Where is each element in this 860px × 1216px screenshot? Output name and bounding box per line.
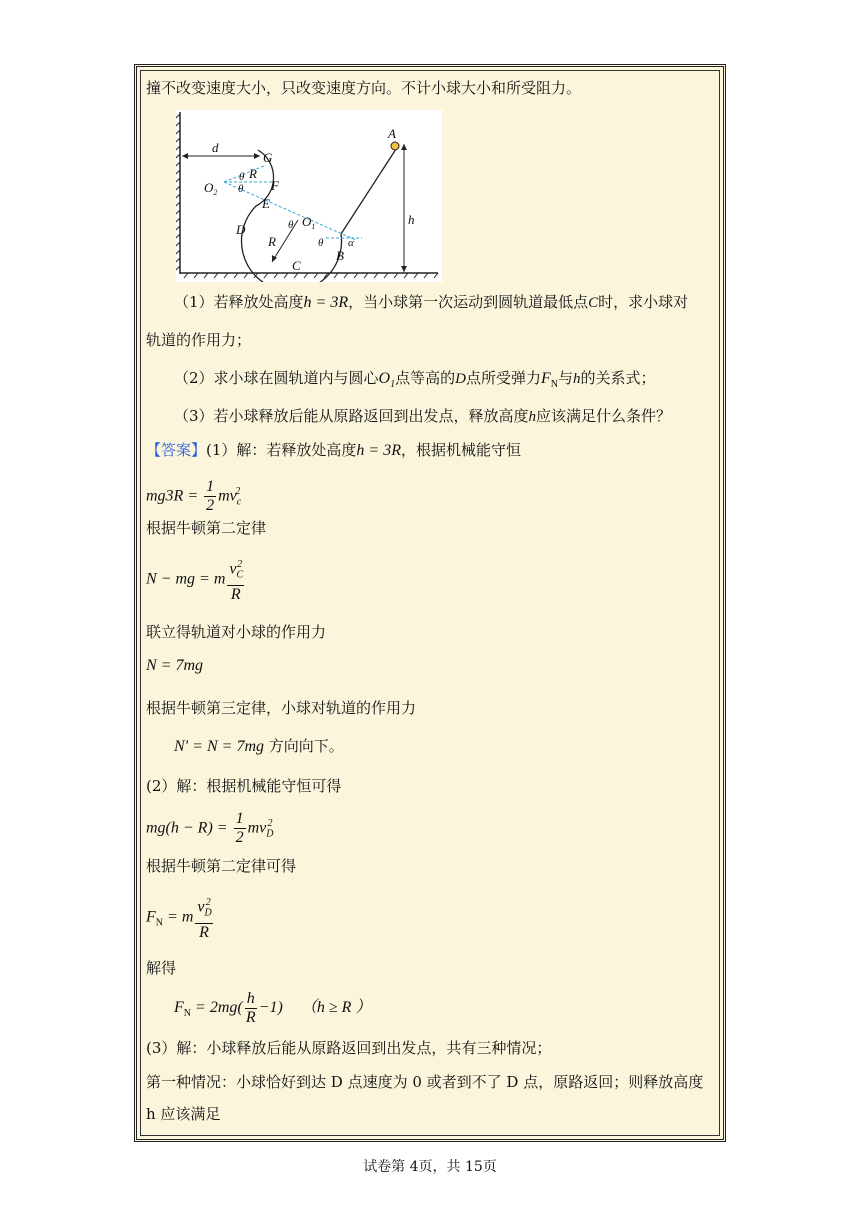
svg-text:F: F (271, 178, 279, 193)
q3-text-b: 应该满足什么条件？ (536, 407, 672, 425)
equation-n-7mg: N = 7mg (146, 657, 204, 674)
q2-text: （2）求小球在圆轨道内与圆心 (174, 369, 379, 387)
svg-text:R: R (249, 166, 257, 181)
a1-text-b: ，根据机械能守恒 (401, 441, 522, 459)
equation-fn-1: $F_N = m$ $\frac{v_D^2}{R}$ (146, 894, 215, 944)
equation-n-prime: N′ = N = 7mg 方向向下。 (174, 737, 344, 755)
q1-text-d: 时，求小球对 (598, 293, 689, 311)
equation-newton-1: N − mg = m $\frac{v_C^2}{R}$ (146, 556, 246, 604)
problem-text-line: 撞不改变速度大小，只改变速度方向。不计小球大小和所受阻力。 (146, 79, 582, 97)
svg-text:θ: θ (288, 219, 294, 231)
question-1-cont: 轨道的作用力； (146, 331, 252, 349)
svg-text:θ: θ (318, 237, 324, 249)
fraction-h-r: $\frac{h}{R}$ (245, 989, 256, 1026)
q2-point-d: D (455, 371, 466, 387)
q1-point-c: C (588, 295, 599, 311)
case-1-line: 第一种情况：小球恰好到达 D 点速度为 0 或者到不了 D 点，原路返回；则释放高度 (146, 1073, 704, 1091)
svg-text:D: D (236, 222, 246, 237)
q1-text-b: ，当小球第一次运动到圆轨道最低点 (348, 293, 589, 311)
q1-equation: h = 3R (303, 294, 349, 311)
svg-text:θ: θ (238, 183, 244, 195)
question-3-line (174, 406, 671, 427)
physics-figure (176, 110, 442, 282)
q2-h: h (573, 371, 581, 387)
text-combined: 联立得轨道对小球的作用力 (146, 623, 327, 641)
text-newton-2: 根据牛顿第二定律 (146, 519, 267, 537)
text-solve: 解得 (146, 959, 177, 977)
fraction-vd2-r: $\frac{v_D^2}{R}$ (195, 894, 212, 942)
question-2-line (174, 368, 656, 395)
answer-2-line: (2）解：根据机械能守恒可得 (146, 777, 342, 795)
equation-energy-1: mg3R = $\frac{1}{2}$ $mv_c^2$ (146, 478, 242, 515)
page-footer: 试卷第 4页，共 15页 (363, 1159, 497, 1175)
fraction-half-2: $\frac{1}{2}$ (235, 810, 244, 847)
equation-fn-result: $F_N = 2mg$( $\frac{h}{R}$ −1) （h ≥ R ） (174, 989, 372, 1026)
q3-h: h (528, 409, 537, 425)
svg-text:R: R (268, 234, 276, 249)
svg-text:O1: $O_1$ (302, 214, 316, 231)
text-newton-2b: 根据牛顿第二定律可得 (146, 857, 297, 875)
svg-text:h: h (408, 212, 415, 227)
fraction-half: $\frac{1}{2}$ (206, 478, 215, 515)
q2-text-b: 点等高的 (395, 369, 456, 387)
q2-text-i: 的关系式； (580, 369, 656, 387)
svg-text:O2: $O_2$ (204, 180, 218, 197)
q3-text: （3）若小球释放后能从原路返回到出发点，释放高度 (174, 407, 529, 425)
answer-tag: 【答案】 (146, 441, 207, 459)
text-newton-3: 根据牛顿第三定律，小球对轨道的作用力 (146, 699, 417, 717)
svg-text:d: d (212, 140, 219, 155)
q1-text: （1）若释放处高度 (174, 293, 304, 311)
svg-text:A: A (388, 126, 396, 141)
a1-text: (1）解：若释放处高度 (206, 441, 357, 459)
q2-o1: $O_1$ (378, 370, 396, 391)
answer-1-line (146, 440, 521, 461)
svg-text:G: G (263, 150, 273, 165)
fraction-vc2-r: $\frac{v_C^2}{R}$ (227, 556, 244, 604)
case-1-cont: h 应该满足 (146, 1105, 221, 1123)
equation-energy-2: mg(h − R) = $\frac{1}{2}$ $mv_D^2$ (146, 810, 274, 847)
svg-text:E: E (262, 196, 270, 211)
svg-text:B: B (336, 248, 344, 263)
svg-text:C: C (292, 258, 301, 273)
q2-text-c: 点所受弹力 (465, 369, 541, 387)
q2-text-g: 与 (558, 369, 574, 387)
answer-3-line: (3）解：小球释放后能从原路返回到出发点，共有三种情况； (146, 1039, 552, 1057)
q2-fn: $F_N$ (540, 370, 558, 391)
question-1-line (174, 292, 688, 313)
svg-text:θ: θ (239, 171, 245, 183)
svg-text:α: α (348, 237, 354, 249)
a1-equation: h = 3R (356, 442, 401, 459)
